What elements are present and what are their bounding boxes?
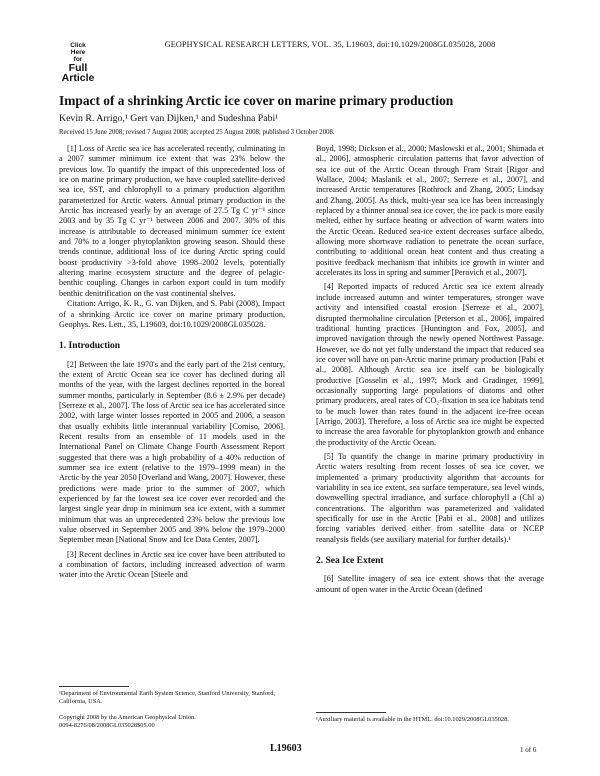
citation-text: Citation: Arrigo, K. R., G. van Dijken, and S. Pabi (2008), Impact of a shrinking Arctic ice cover on marine primary production, Geophys. Res. Lett., 35, L19603, doi:10.1029/2008GL035028. (59, 299, 285, 329)
logo-line-click: Click (70, 42, 86, 49)
paragraph-4: [4] Reported impacts of reduced Arctic sea ice extent already include increased autumn and winter temperatures, stronger wave activity and intensified coastal erosion [Serreze et al., 2007], disrupted thermohaline circulation [Peterson et al., 2006], impaired traditional hunting practices [Huntington and Fox, 2005], and improved navigation through the newly opened Northwest Passage. However, we do not yet fully understand the impact that reduced sea ice cover will have on pan-Arctic marine primary production [Pabi et al., 2008]. Although Arctic sea ice itself can be biologically productive [Gosselin et al., 1997; Mock and Gradinger, 1999], occasionally supporting large populations of diatoms and other primary producers, areal rates of CO₂-fixation in sea ice habitats tend to be much lower than rates found in the adjacent ice-free ocean [Arrigo, 2003]. Therefore, a loss of Arctic sea ice might be expected to increase the area favorable for phytoplankton growth and enhance the productivity of the Arctic Ocean. (316, 282, 544, 447)
affiliation-text: ¹Department of Environmental Earth System Science, Stanford University, Stanford, California, USA. (59, 690, 276, 706)
auxiliary-footnote (316, 712, 544, 724)
author-list: Kevin R. Arrigo,¹ Gert van Dijken,¹ and Sudeshna Pabi¹ (59, 113, 279, 124)
page-number: 1 of 6 (520, 746, 537, 754)
paper-title: Impact of a shrinking Arctic ice cover on marine primary production (59, 93, 454, 108)
affiliation-footnote (59, 686, 285, 706)
paragraph-5: [5] To quantify the change in marine primary productivity in Arctic waters resulting from recent losses of sea ice cover, we implemented a primary productivity algorithm that accounts for variability in sea ice extent, sea surface temperature, sea level winds, downwelling spectral irradiance, and surface chlorophyll a (Chl a) concentrations. The algorithm was parameterized and validated specifically for use in the Arctic [Pabi et al., 2008] and utilizes forcing variables derived either from satellite data or NCEP reanalysis fields (see auxiliary material for further details).¹ (316, 451, 544, 544)
copyright-block (59, 714, 289, 730)
paragraph-3-continued: Boyd, 1998; Dickson et al., 2000; Maslowski et al., 2001; Shimada et al., 2006], atmospheric circulation patterns that favor advection of sea ice out of the Arctic Ocean through Fram Strait [Rigor and Wallace, 2004; Maslanik et al., 2007; Serreze et al., 2007], and increased Arctic temperatures [Rothrock and Zhang, 2005; Lindsay and Zhang, 2005]. As thick, multi-year sea ice has been increasingly replaced by a thinner annual sea ice cover, the ice pack is more easily melted, either by surface heating or advection of warm waters into the Arctic Ocean. Reduced sea-ice extent decreases surface albedo, allowing more shortwave radiation to penetrate the ocean surface, contributing to additional ocean heat content and thus creating a positive feedback mechanism that inhibits ice growth in winter and accelerates its loss in spring and summer [Perovich et al., 2007]. (316, 144, 544, 278)
journal-header: GEOPHYSICAL RESEARCH LETTERS, VOL. 35, L19603, doi:10.1029/2008GL035028, 2008 (164, 40, 496, 49)
copyright-line: Copyright 2008 by the American Geophysical Union. (59, 714, 196, 721)
logo-line-full: Full (68, 62, 88, 74)
footnote-rule (59, 686, 129, 687)
abstract-paragraph: [1] Loss of Arctic sea ice has accelerated recently, culminating in a 2007 summer minimum ice extent that was 23% below the previous low. To quantify the impact of this unprecedented loss of ice on marine primary production, we have coupled satellite-derived sea ice, SST, and chlorophyll to a primary production algorithm parameterized for Arctic waters. Annual primary production in the Arctic has increased yearly by an average of 27.5 Tg C yr⁻¹ since 2003 and by 35 Tg C yr⁻¹ between 2006 and 2007. 30% of this increase is attributable to decreased minimum summer ice extent and 70% to a longer phytoplankton growing season. Should these trends continue, additional loss of ice during Arctic spring could boost productivity >3-fold above 1998–2002 levels, potentially altering marine ecosystem structure and the degree of pelagic-benthic coupling. Changes in carbon export could in turn modify benthic denitrification on the vast continental shelves. (59, 144, 285, 298)
left-column (59, 144, 285, 585)
received-dates: Received 15 June 2008; revised 7 August 2008; accepted 25 August 2008; published 3 October 2008. (59, 129, 335, 136)
article-id: L19603 (270, 743, 302, 754)
logo-line-for: for (73, 56, 83, 63)
auxiliary-text: ¹Auxiliary material is available in the HTML. doi:10.1029/2008GL035028. (316, 716, 509, 723)
paragraph-6: [6] Satellite imagery of sea ice extent shows that the average amount of open water in the Arctic Ocean (defined (316, 574, 544, 594)
paragraph-2: [2] Between the late 1970's and the early part of the 21st century, the extent of Arctic Ocean sea ice cover has declined during all months of the year, with the largest declines reported in the boreal summer months, particularly in September (8.6 ± 2.9% per decade) [Serreze et al., 2007]. The loss of Arctic sea ice has accelerated since 2002, with large winter losses reported in 2005 and 2006, a season that usually exhibits little interannual variability [Comiso, 2006]. Recent results from an ensemble of 11 models used in the International Panel on Climate Change Fourth Assessment Report suggested that there was a high probability of a 40% reduction of summer sea ice extent (relative to the 1979–1999 mean) in the Arctic by the year 2050 [Overland and Wang, 2007]. However, these predictions were made prior to the summer of 2007, which experienced by far the lowest sea ice cover ever recorded and the largest single year drop in minimum sea ice extent, with a summer minimum that was an unprecedented 23% below the previous low value observed in September 2005 and 39% below the 1979–2000 September mean [National Snow and Ice Data Center, 2007]. (59, 359, 285, 545)
issn-line: 0094-8276/08/2008GL035028$05.00 (59, 722, 155, 729)
paragraph-3-start: [3] Recent declines in Arctic sea ice cover have been attributed to a combination of factors, including increased advection of warm water into the Arctic Ocean [Steele and (59, 549, 285, 580)
footnote-rule-right (316, 712, 386, 713)
section-introduction-heading: 1. Introduction (59, 341, 121, 352)
full-article-link[interactable] (58, 42, 98, 84)
logo-line-here: Here (70, 49, 86, 56)
logo-line-article: Article (61, 72, 95, 84)
right-column (316, 144, 544, 599)
section-sea-ice-extent-heading: 2. Sea Ice Extent (316, 556, 384, 567)
